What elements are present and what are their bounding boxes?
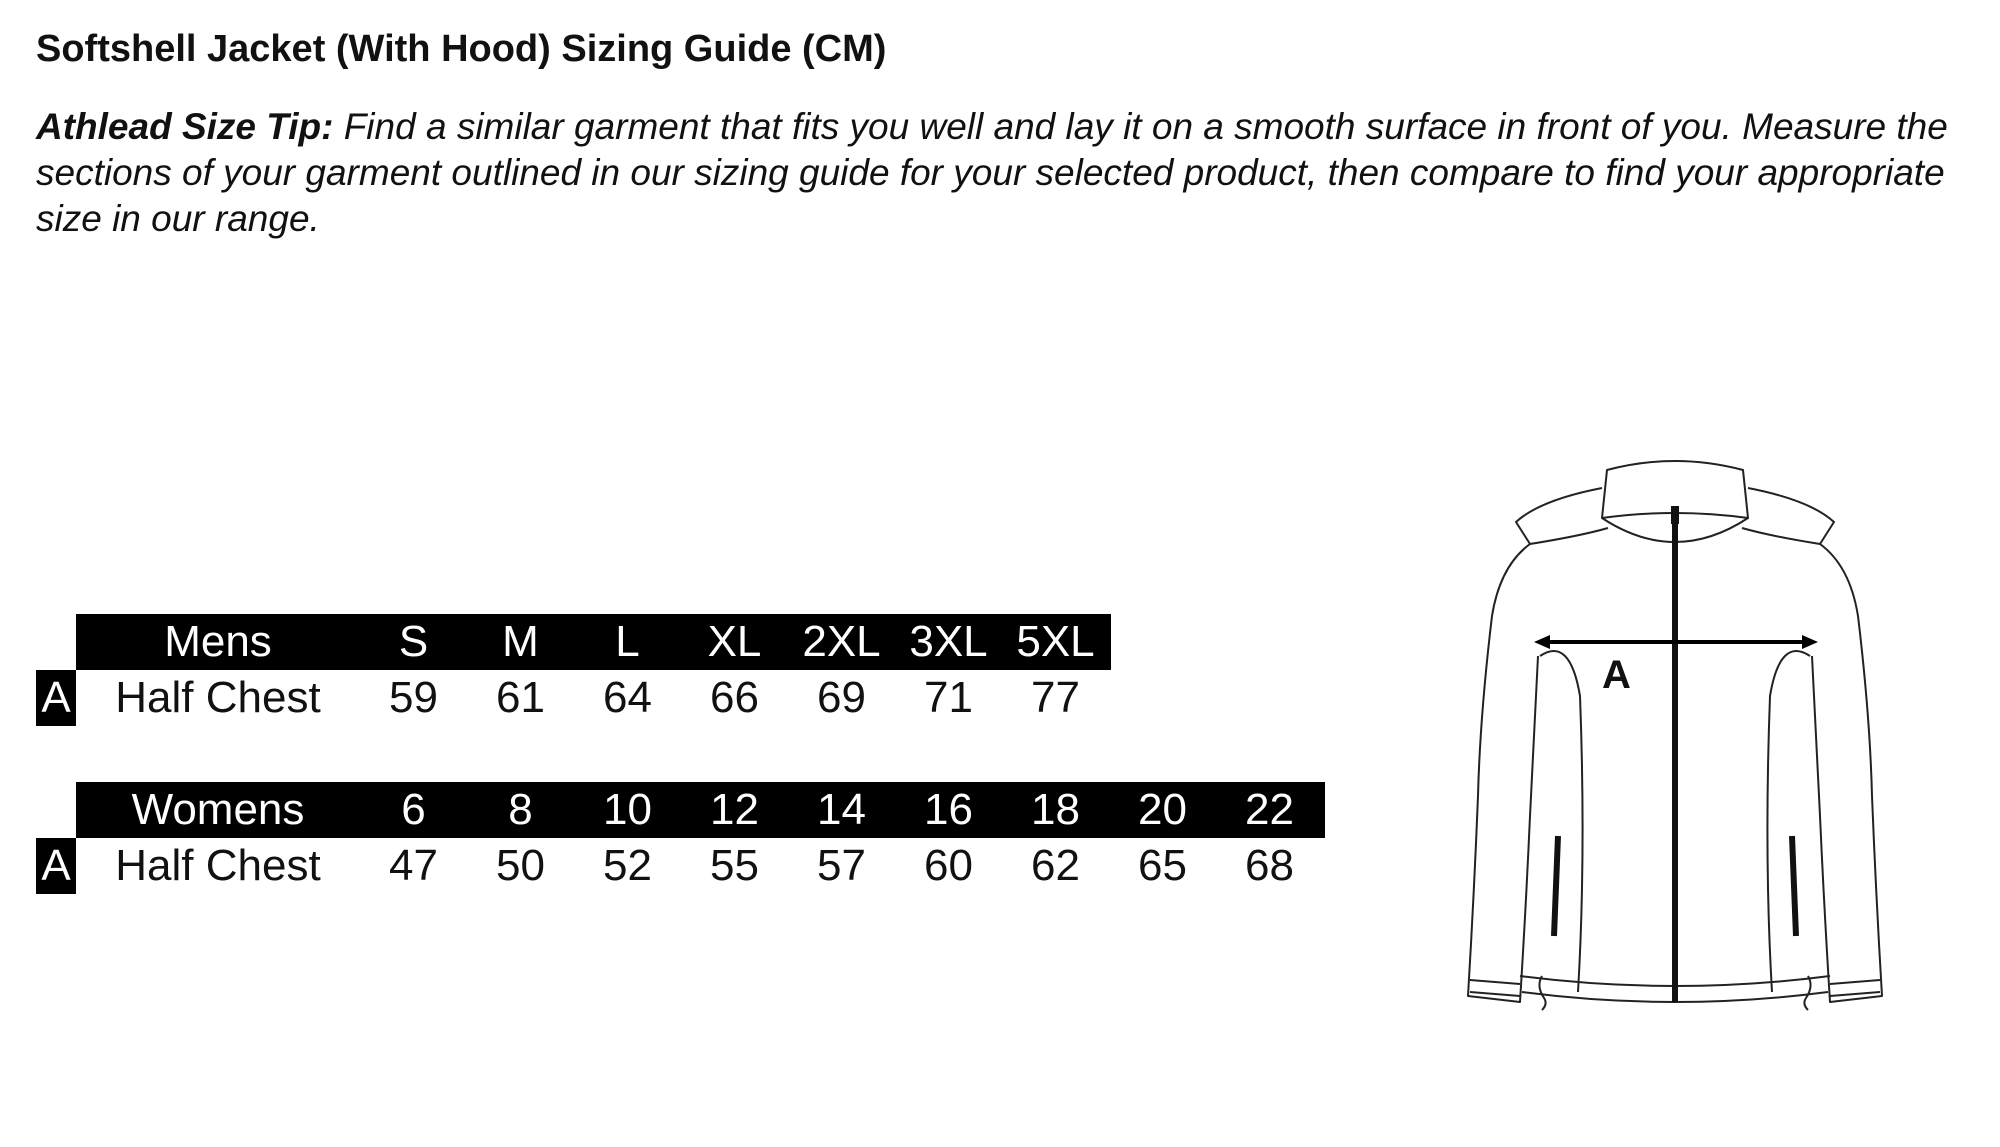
mens-half-chest-row xyxy=(36,670,1111,726)
mens-size-table xyxy=(36,614,1111,726)
right-panel xyxy=(1767,651,1810,992)
womens-value-cell: 50 xyxy=(496,841,545,890)
womens-size-header: 16 xyxy=(924,785,973,834)
womens-size-header: 20 xyxy=(1138,785,1187,834)
mens-size-header: 5XL xyxy=(1016,617,1095,666)
right-sleeve xyxy=(1812,544,1882,1002)
womens-size-header: 18 xyxy=(1031,785,1080,834)
right-pocket xyxy=(1792,836,1796,936)
womens-value-cell: 55 xyxy=(710,841,759,890)
womens-value-cell: 57 xyxy=(817,841,866,890)
womens-value-cell: 62 xyxy=(1031,841,1080,890)
mens-value-cell: 77 xyxy=(1031,673,1080,722)
mens-header-row xyxy=(76,614,1111,670)
arrow-head-left xyxy=(1534,635,1550,649)
womens-size-table xyxy=(36,782,1325,894)
mens-size-header: 2XL xyxy=(802,617,881,666)
womens-value-cell: 52 xyxy=(603,841,652,890)
measure-marker: A xyxy=(36,838,76,894)
right-yoke xyxy=(1742,488,1834,544)
womens-half-chest-row xyxy=(36,838,1325,894)
left-sleeve xyxy=(1468,544,1538,1002)
mens-measure-label: Half Chest xyxy=(115,673,321,722)
jacket-diagram xyxy=(1430,456,1950,1026)
womens-value-cell: 68 xyxy=(1245,841,1294,890)
page-title: Softshell Jacket (With Hood) Sizing Guide (CM) xyxy=(36,28,887,70)
womens-size-header: 8 xyxy=(508,785,533,834)
womens-size-header: 14 xyxy=(817,785,866,834)
mens-value-cell: 64 xyxy=(603,673,652,722)
mens-value-cell: 69 xyxy=(817,673,866,722)
size-tip-text: Find a similar garment that fits you well and lay it on a smooth surface in front of you. Measure the sections of your garment outlined in our sizing guide for your selected product, then compare to find your appropriate size in our range. xyxy=(36,106,1948,239)
womens-size-header: 6 xyxy=(401,785,426,834)
mens-header-label: Mens xyxy=(164,617,272,666)
size-tip-label: Athlead Size Tip: xyxy=(36,106,334,147)
mens-value-cell: 61 xyxy=(496,673,545,722)
zip-pull xyxy=(1671,506,1679,524)
mens-value-cell: 59 xyxy=(389,673,438,722)
womens-size-header: 10 xyxy=(603,785,652,834)
womens-size-header: 22 xyxy=(1245,785,1294,834)
measure-marker: A xyxy=(36,670,76,726)
mens-size-header: XL xyxy=(707,617,762,666)
womens-measure-label: Half Chest xyxy=(115,841,321,890)
mens-size-header: L xyxy=(615,617,640,666)
arrow-head-right xyxy=(1802,635,1818,649)
left-yoke xyxy=(1516,488,1608,544)
womens-header-label: Womens xyxy=(131,785,305,834)
right-drawcord xyxy=(1804,976,1810,1010)
womens-header-row xyxy=(76,782,1325,838)
left-panel xyxy=(1540,651,1583,992)
mens-size-header: M xyxy=(502,617,539,666)
womens-value-cell: 60 xyxy=(924,841,973,890)
womens-value-cell: 65 xyxy=(1138,841,1187,890)
womens-value-cell: 47 xyxy=(389,841,438,890)
size-tip xyxy=(36,104,1976,242)
mens-size-header: S xyxy=(398,617,429,666)
left-cuff xyxy=(1470,980,1520,996)
left-pocket xyxy=(1554,836,1558,936)
measure-letter: A xyxy=(1602,653,1631,697)
mens-value-cell: 71 xyxy=(924,673,973,722)
mens-value-cell: 66 xyxy=(710,673,759,722)
left-drawcord xyxy=(1539,976,1545,1010)
right-cuff xyxy=(1830,980,1880,996)
womens-size-header: 12 xyxy=(710,785,759,834)
mens-size-header: 3XL xyxy=(909,617,988,666)
